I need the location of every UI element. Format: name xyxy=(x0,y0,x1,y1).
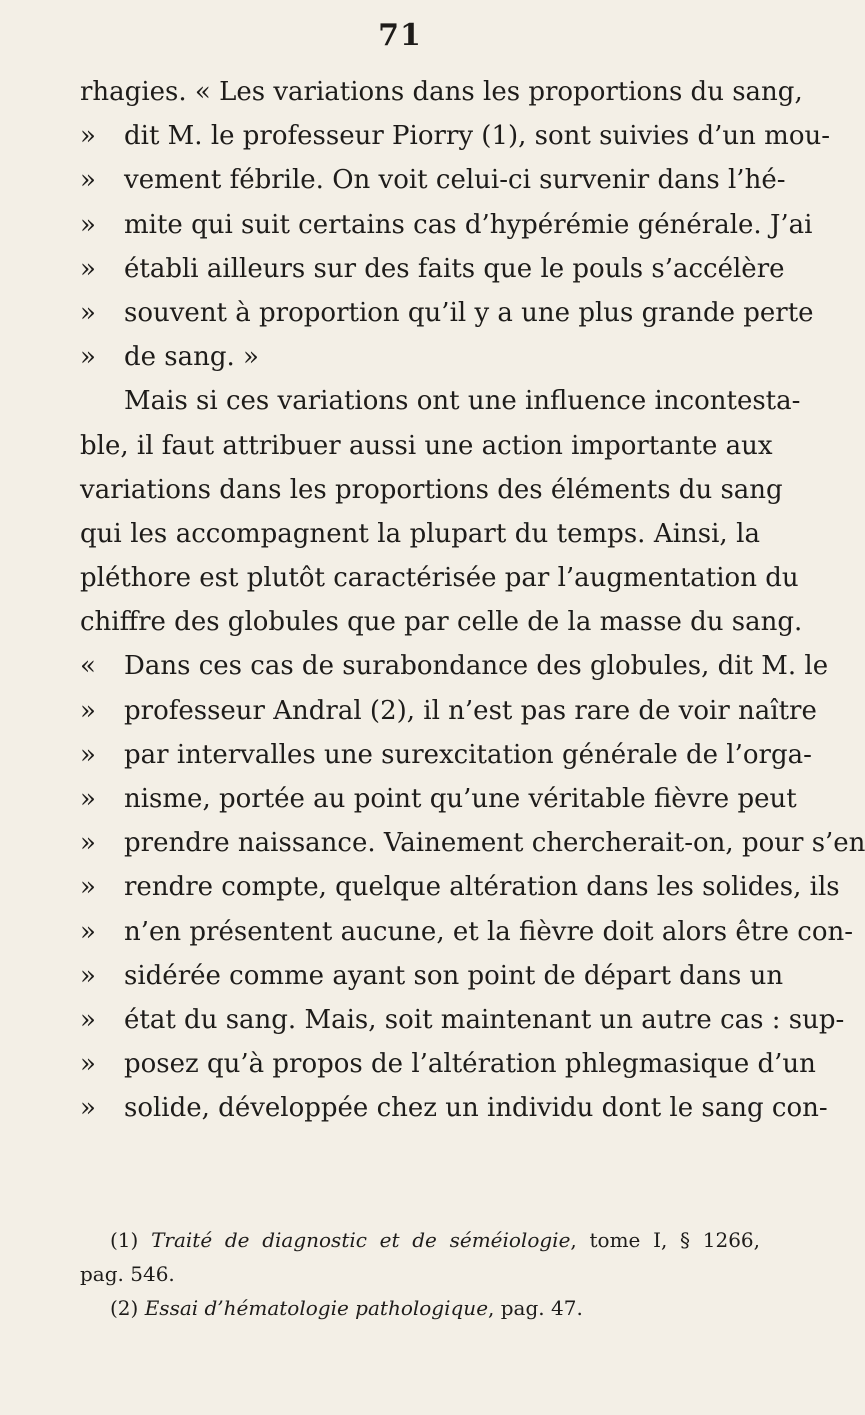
quote-mark: » xyxy=(80,960,96,991)
quote-mark: « xyxy=(80,651,96,682)
text-line xyxy=(80,203,813,247)
quote-mark: » xyxy=(80,209,96,240)
quote-mark: » xyxy=(80,739,96,770)
text-line xyxy=(80,777,797,821)
footnote-2-line-1 xyxy=(80,1291,760,1325)
footnote-1-rest: , tome I, § 1266, xyxy=(570,1228,761,1252)
text-line xyxy=(80,70,803,114)
text-line xyxy=(80,998,845,1042)
line-text: nisme, portée au point qu’une véritable fièvre peut xyxy=(124,784,797,814)
line-text: qui les accompagnent la plupart du temps. Ainsi, la xyxy=(80,518,760,549)
text-line xyxy=(80,158,786,202)
text-line xyxy=(80,600,803,644)
quote-mark: » xyxy=(80,828,96,859)
text-line xyxy=(80,335,760,379)
text-line xyxy=(80,733,812,777)
footnote-1-line-2: pag. 546. xyxy=(80,1262,175,1286)
text-line xyxy=(80,644,829,688)
line-text: posez qu’à propos de l’altération phlegmasique d’un xyxy=(124,1049,816,1080)
text-line xyxy=(80,379,801,423)
text-line xyxy=(80,954,784,998)
line-text: prendre naissance. Vainement chercherait-on, pour s’en xyxy=(124,828,865,859)
text-line xyxy=(80,1086,828,1130)
text-line xyxy=(80,689,817,733)
quote-mark: » xyxy=(80,342,96,373)
line-text: pléthore est plutôt caractérisée par l’augmentation du xyxy=(80,563,799,594)
footnote-2-number: (2) xyxy=(110,1296,139,1320)
quote-mark: » xyxy=(80,297,96,328)
line-text: variations dans les proportions des éléments du sang xyxy=(80,474,783,505)
quote-mark: » xyxy=(80,165,96,196)
text-line xyxy=(80,1042,816,1086)
line-text: Mais si ces variations ont une influence incontesta- xyxy=(124,386,801,417)
footnote-1-line-1 xyxy=(80,1223,760,1257)
quote-mark: » xyxy=(80,1049,96,1080)
line-text: rendre compte, quelque altération dans les solides, ils xyxy=(124,872,840,903)
line-text: de sang. » xyxy=(124,342,259,373)
line-text: ble, il faut attribuer aussi une action importante aux xyxy=(80,430,773,461)
quote-mark: » xyxy=(80,1004,96,1035)
text-line xyxy=(80,865,840,909)
text-line xyxy=(80,114,831,158)
text-line xyxy=(80,910,854,954)
footnote-1-number: (1) xyxy=(110,1228,139,1252)
line-text: n’en présentent aucune, et la fièvre doit alors être con- xyxy=(124,916,854,947)
quote-mark: » xyxy=(80,784,96,814)
quote-mark: » xyxy=(80,916,96,947)
page-number: 71 xyxy=(378,18,422,53)
line-text: Dans ces cas de surabondance des globules, dit M. le xyxy=(124,651,829,682)
quote-mark: » xyxy=(80,872,96,903)
line-text: mite qui suit certains cas d’hypérémie générale. J’ai xyxy=(124,209,813,240)
line-text: solide, développée chez un individu dont le sang con- xyxy=(124,1093,828,1124)
footnotes xyxy=(80,1223,760,1325)
line-text: état du sang. Mais, soit maintenant un autre cas : sup- xyxy=(124,1004,845,1035)
footnote-2-rest: , pag. 47. xyxy=(488,1296,583,1320)
text-line xyxy=(80,556,799,600)
text-line xyxy=(80,821,865,865)
line-text: établi ailleurs sur des faits que le pouls s’accélère xyxy=(124,253,785,284)
quote-mark: » xyxy=(80,1093,96,1124)
quote-mark: » xyxy=(80,121,96,152)
text-line xyxy=(80,291,814,335)
footnote-1-title: Traité de diagnostic et de séméiologie xyxy=(151,1228,571,1252)
quote-mark: » xyxy=(80,253,96,284)
line-text: chiffre des globules que par celle de la masse du sang. xyxy=(80,607,803,638)
line-text: dit M. le professeur Piorry (1), sont suivies d’un mou- xyxy=(124,121,831,152)
text-line xyxy=(80,247,785,291)
body-text xyxy=(80,70,865,1131)
quote-mark: » xyxy=(80,695,96,726)
line-text: professeur Andral (2), il n’est pas rare de voir naître xyxy=(124,695,817,726)
line-text: sidérée comme ayant son point de départ dans un xyxy=(124,960,784,991)
line-text: souvent à proportion qu’il y a une plus grande perte xyxy=(124,297,814,328)
text-line xyxy=(80,424,773,468)
text-line xyxy=(80,512,760,556)
line-text: rhagies. « Les variations dans les proportions du sang, xyxy=(80,77,803,107)
footnote-2-title: Essai d’hématologie pathologique xyxy=(144,1296,489,1320)
line-text: vement fébrile. On voit celui-ci survenir dans l’hé- xyxy=(124,165,786,196)
line-text: par intervalles une surexcitation générale de l’orga- xyxy=(124,739,812,770)
text-line xyxy=(80,468,783,512)
